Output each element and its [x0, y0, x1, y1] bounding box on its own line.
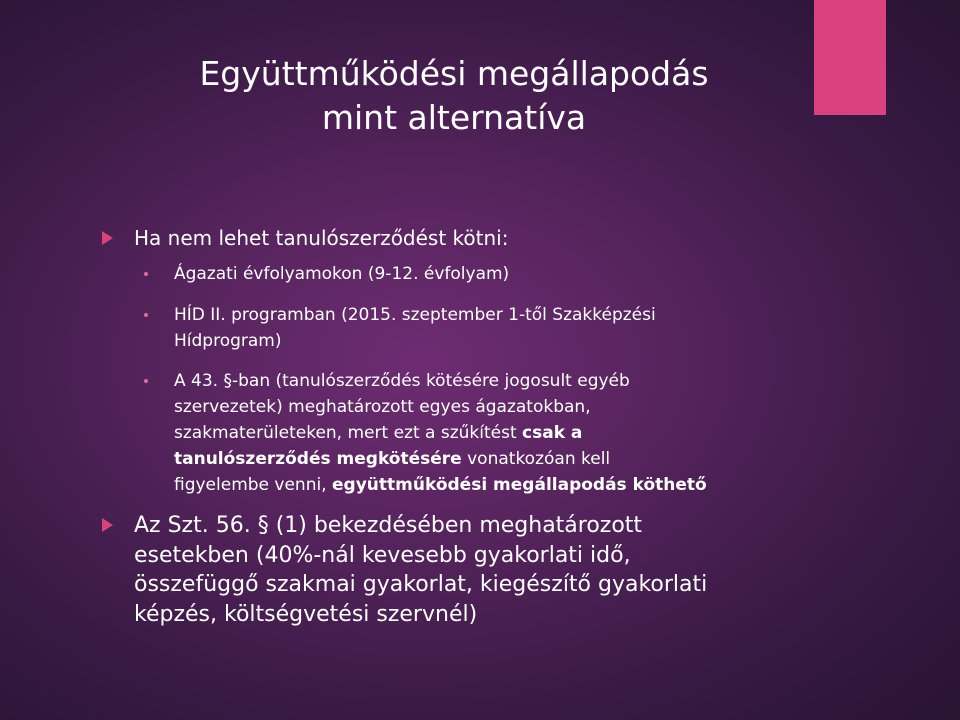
bullet-level2-3	[174, 368, 874, 498]
bullet-text-line-5: figyelembe venni,	[174, 475, 333, 495]
title-line-1: Együttműködési megállapodás	[199, 54, 709, 93]
bullet-text-line-1: A 43. §-ban (tanulószerződés kötésére jogosult egyéb	[174, 371, 630, 391]
bold-emphasis: csak a	[522, 423, 583, 443]
dot-bullet-icon	[144, 379, 148, 383]
arrow-bullet-icon	[102, 518, 113, 532]
bullet-text-line-2: esetekben (40%-nál kevesebb gyakorlati idő,	[134, 542, 631, 568]
bullet-text: Ha nem lehet tanulószerződést kötni:	[134, 226, 509, 250]
bullet-level1-2	[134, 511, 904, 629]
dot-bullet-icon	[144, 272, 148, 276]
bullet-text-line-2: Hídprogram)	[174, 331, 282, 351]
bullet-text-line-1: HÍD II. programban (2015. szeptember 1-től Szakképzési	[174, 305, 656, 325]
bullet-level1-1	[134, 224, 904, 252]
bullet-text-line-1: Az Szt. 56. § (1) bekezdésében meghatározott	[134, 513, 643, 538]
bullet-text: Ágazati évfolyamokon (9-12. évfolyam)	[174, 264, 510, 284]
bullet-text-line-4: vonatkozóan kell	[461, 449, 611, 469]
bullet-level2-1	[174, 261, 874, 287]
bullet-text-line-4: képzés, költségvetési szervnél)	[134, 601, 478, 627]
arrow-bullet-icon	[102, 231, 113, 245]
bullet-text-line-2: szervezetek) meghatározott egyes ágazatokban,	[174, 397, 591, 417]
bold-emphasis: együttműködési megállapodás köthető	[332, 475, 707, 495]
bullet-level2-2	[174, 302, 874, 354]
dot-bullet-icon	[144, 313, 148, 317]
bullet-text-line-3: szakmaterületeken, mert ezt a szűkítést	[174, 423, 523, 443]
bold-emphasis: tanulószerződés megkötésére	[174, 449, 462, 469]
title-line-2: mint alternatíva	[321, 98, 587, 137]
bullet-text-line-3: összefüggő szakmai gyakorlat, kiegészítő gyakorlati	[134, 572, 708, 597]
